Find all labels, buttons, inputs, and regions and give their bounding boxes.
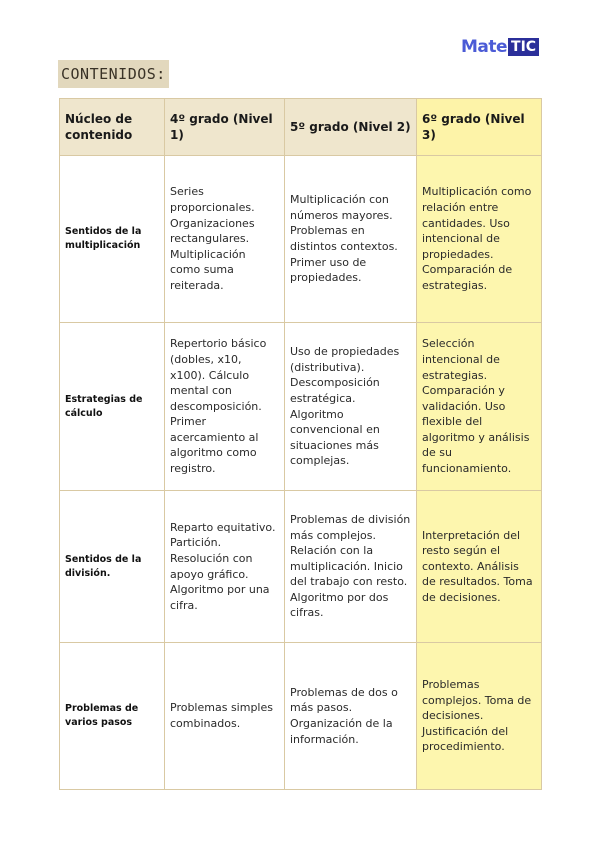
cell-grado-4: Problemas simples combinados. [165,643,285,790]
cell-grado-6: Problemas complejos. Toma de decisiones. Justificación del procedimiento. [417,643,542,790]
cell-grado-6: Interpretación del resto según el contexto. Análisis de resultados. Toma de decisiones. [417,491,542,643]
cell-grado-6: Selección intencional de estrategias. Comparación y validación. Uso flexible del algoritmo y análisis de su funcionamiento. [417,323,542,491]
row-topic: Problemas de varios pasos [60,643,165,790]
header-nucleo: Núcleo de contenido [60,99,165,156]
contents-table [59,98,542,790]
table-row [60,323,542,491]
row-topic: Sentidos de la multiplicación [60,156,165,323]
matetic-logo [461,37,539,57]
cell-grado-4: Repertorio básico (dobles, x10, x100). Cálculo mental con descomposición. Primer acercamiento al algoritmo como registro. [165,323,285,491]
table-row [60,643,542,790]
header-grado-6: 6º grado (Nivel 3) [417,99,542,156]
cell-grado-5: Uso de propiedades (distributiva). Descomposición estratégica. Algoritmo convencional en situaciones más complejas. [285,323,417,491]
table-row [60,156,542,323]
cell-grado-5: Problemas de dos o más pasos. Organización de la información. [285,643,417,790]
table-row [60,491,542,643]
cell-grado-5: Multiplicación con números mayores. Problemas en distintos contextos. Primer uso de propiedades. [285,156,417,323]
row-topic: Estrategias de cálculo [60,323,165,491]
header-grado-4: 4º grado (Nivel 1) [165,99,285,156]
table-header-row [60,99,542,156]
row-topic: Sentidos de la división. [60,491,165,643]
logo-text-mate: Mate [461,37,508,57]
logo-text-tic: TIC [508,38,539,56]
cell-grado-4: Series proporcionales. Organizaciones rectangulares. Multiplicación como suma reiterada. [165,156,285,323]
cell-grado-5: Problemas de división más complejos. Relación con la multiplicación. Inicio del trabajo con resto. Algoritmo por dos cifras. [285,491,417,643]
header-grado-5: 5º grado (Nivel 2) [285,99,417,156]
section-heading: CONTENIDOS: [58,60,169,88]
cell-grado-6: Multiplicación como relación entre cantidades. Uso intencional de propiedades. Comparación de estrategias. [417,156,542,323]
cell-grado-4: Reparto equitativo. Partición. Resolución con apoyo gráfico. Algoritmo por una cifra. [165,491,285,643]
